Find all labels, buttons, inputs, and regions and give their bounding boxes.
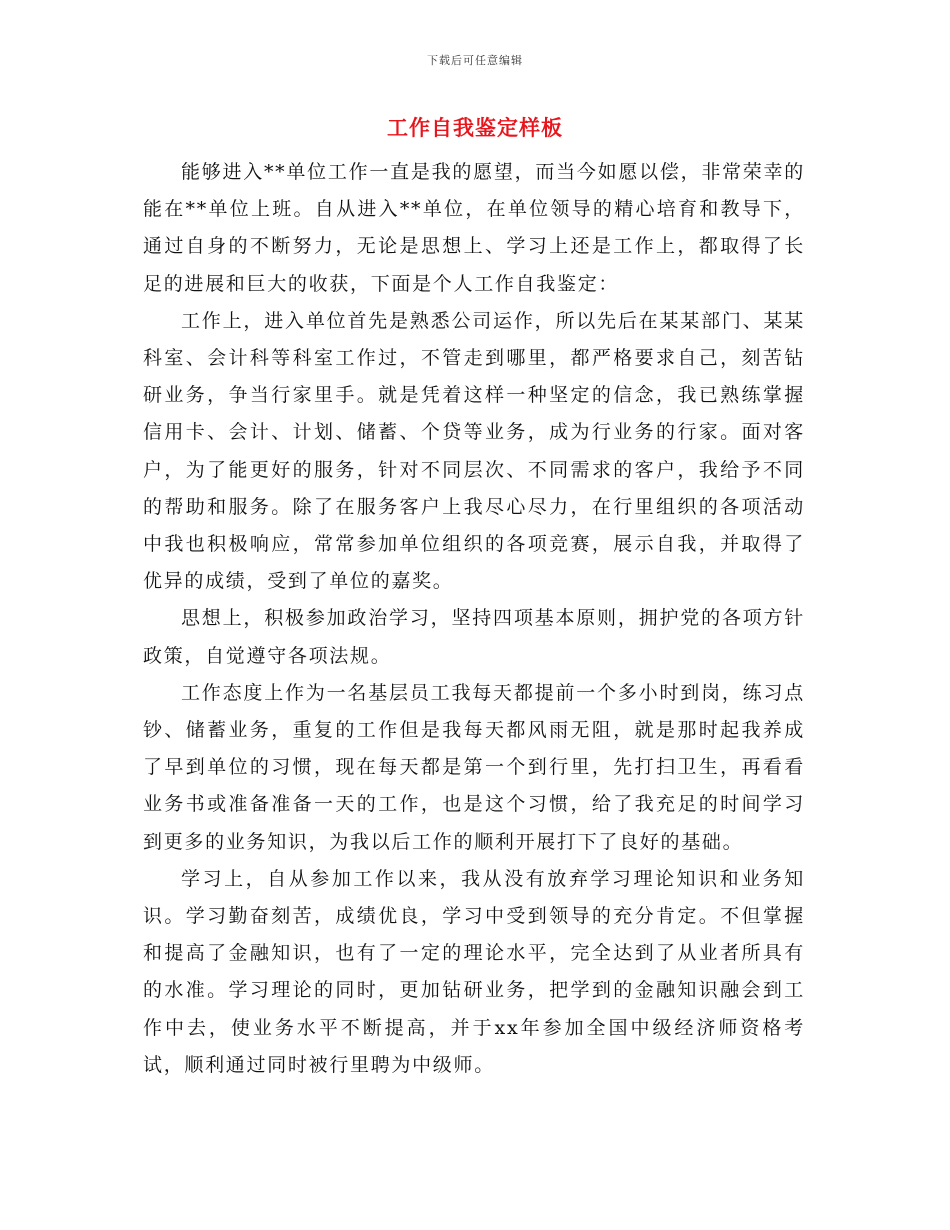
paragraph-intro: 能够进入**单位工作一直是我的愿望，而当今如愿以偿，非常荣幸的能在**单位上班。自从进入**单位，在单位领导的精心培育和教导下，通过自身的不断努力，无论是思想上、学习上还是工作上，都取得了长足的进展和巨大的收获，下面是个人工作自我鉴定： (143, 161, 805, 295)
paragraph-study: 学习上，自从参加工作以来，我从没有放弃学习理论知识和业务知识。学习勤奋刻苦，成绩优良，学习中受到领导的充分肯定。不但掌握和提高了金融知识，也有了一定的理论水平，完全达到了从业者所具有的水准。学习理论的同时，更加钻研业务，把学到的金融知识融会到工作中去，使业务水平不断提高，并于xx年参加全国中级经济师资格考试，顺利通过同时被行里聘为中级师。 (143, 867, 805, 1076)
paragraph-thought: 思想上，积极参加政治学习，坚持四项基本原则，拥护党的各项方针政策，自觉遵守各项法规。 (143, 607, 805, 667)
paragraph-work: 工作上，进入单位首先是熟悉公司运作，所以先后在某某部门、某某科室、会计科等科室工作过，不管走到哪里，都严格要求自己，刻苦钻研业务，争当行家里手。就是凭着这样一种坚定的信念，我已熟练掌握信用卡、会计、计划、储蓄、个贷等业务，成为行业务的行家。面对客户，为了能更好的服务，针对不同层次、不同需求的客户，我给予不同的帮助和服务。除了在服务客户上我尽心尽力，在行里组织的各项活动中我也积极响应，常常参加单位组织的各项竞赛，展示自我，并取得了优异的成绩，受到了单位的嘉奖。 (143, 309, 805, 593)
document-body (143, 154, 805, 1084)
header-note: 下载后可任意编辑 (427, 54, 523, 67)
document-title: 工作自我鉴定样板 (387, 115, 563, 140)
paragraph-attitude: 工作态度上作为一名基层员工我每天都提前一个多小时到岗，练习点钞、储蓄业务，重复的工作但是我每天都风雨无阻，就是那时起我养成了早到单位的习惯，现在每天都是第一个到行里，先打扫卫生，再看看业务书或准备准备一天的工作，也是这个习惯，给了我充足的时间学习到更多的业务知识，为我以后工作的顺利开展打下了良好的基础。 (143, 681, 805, 853)
